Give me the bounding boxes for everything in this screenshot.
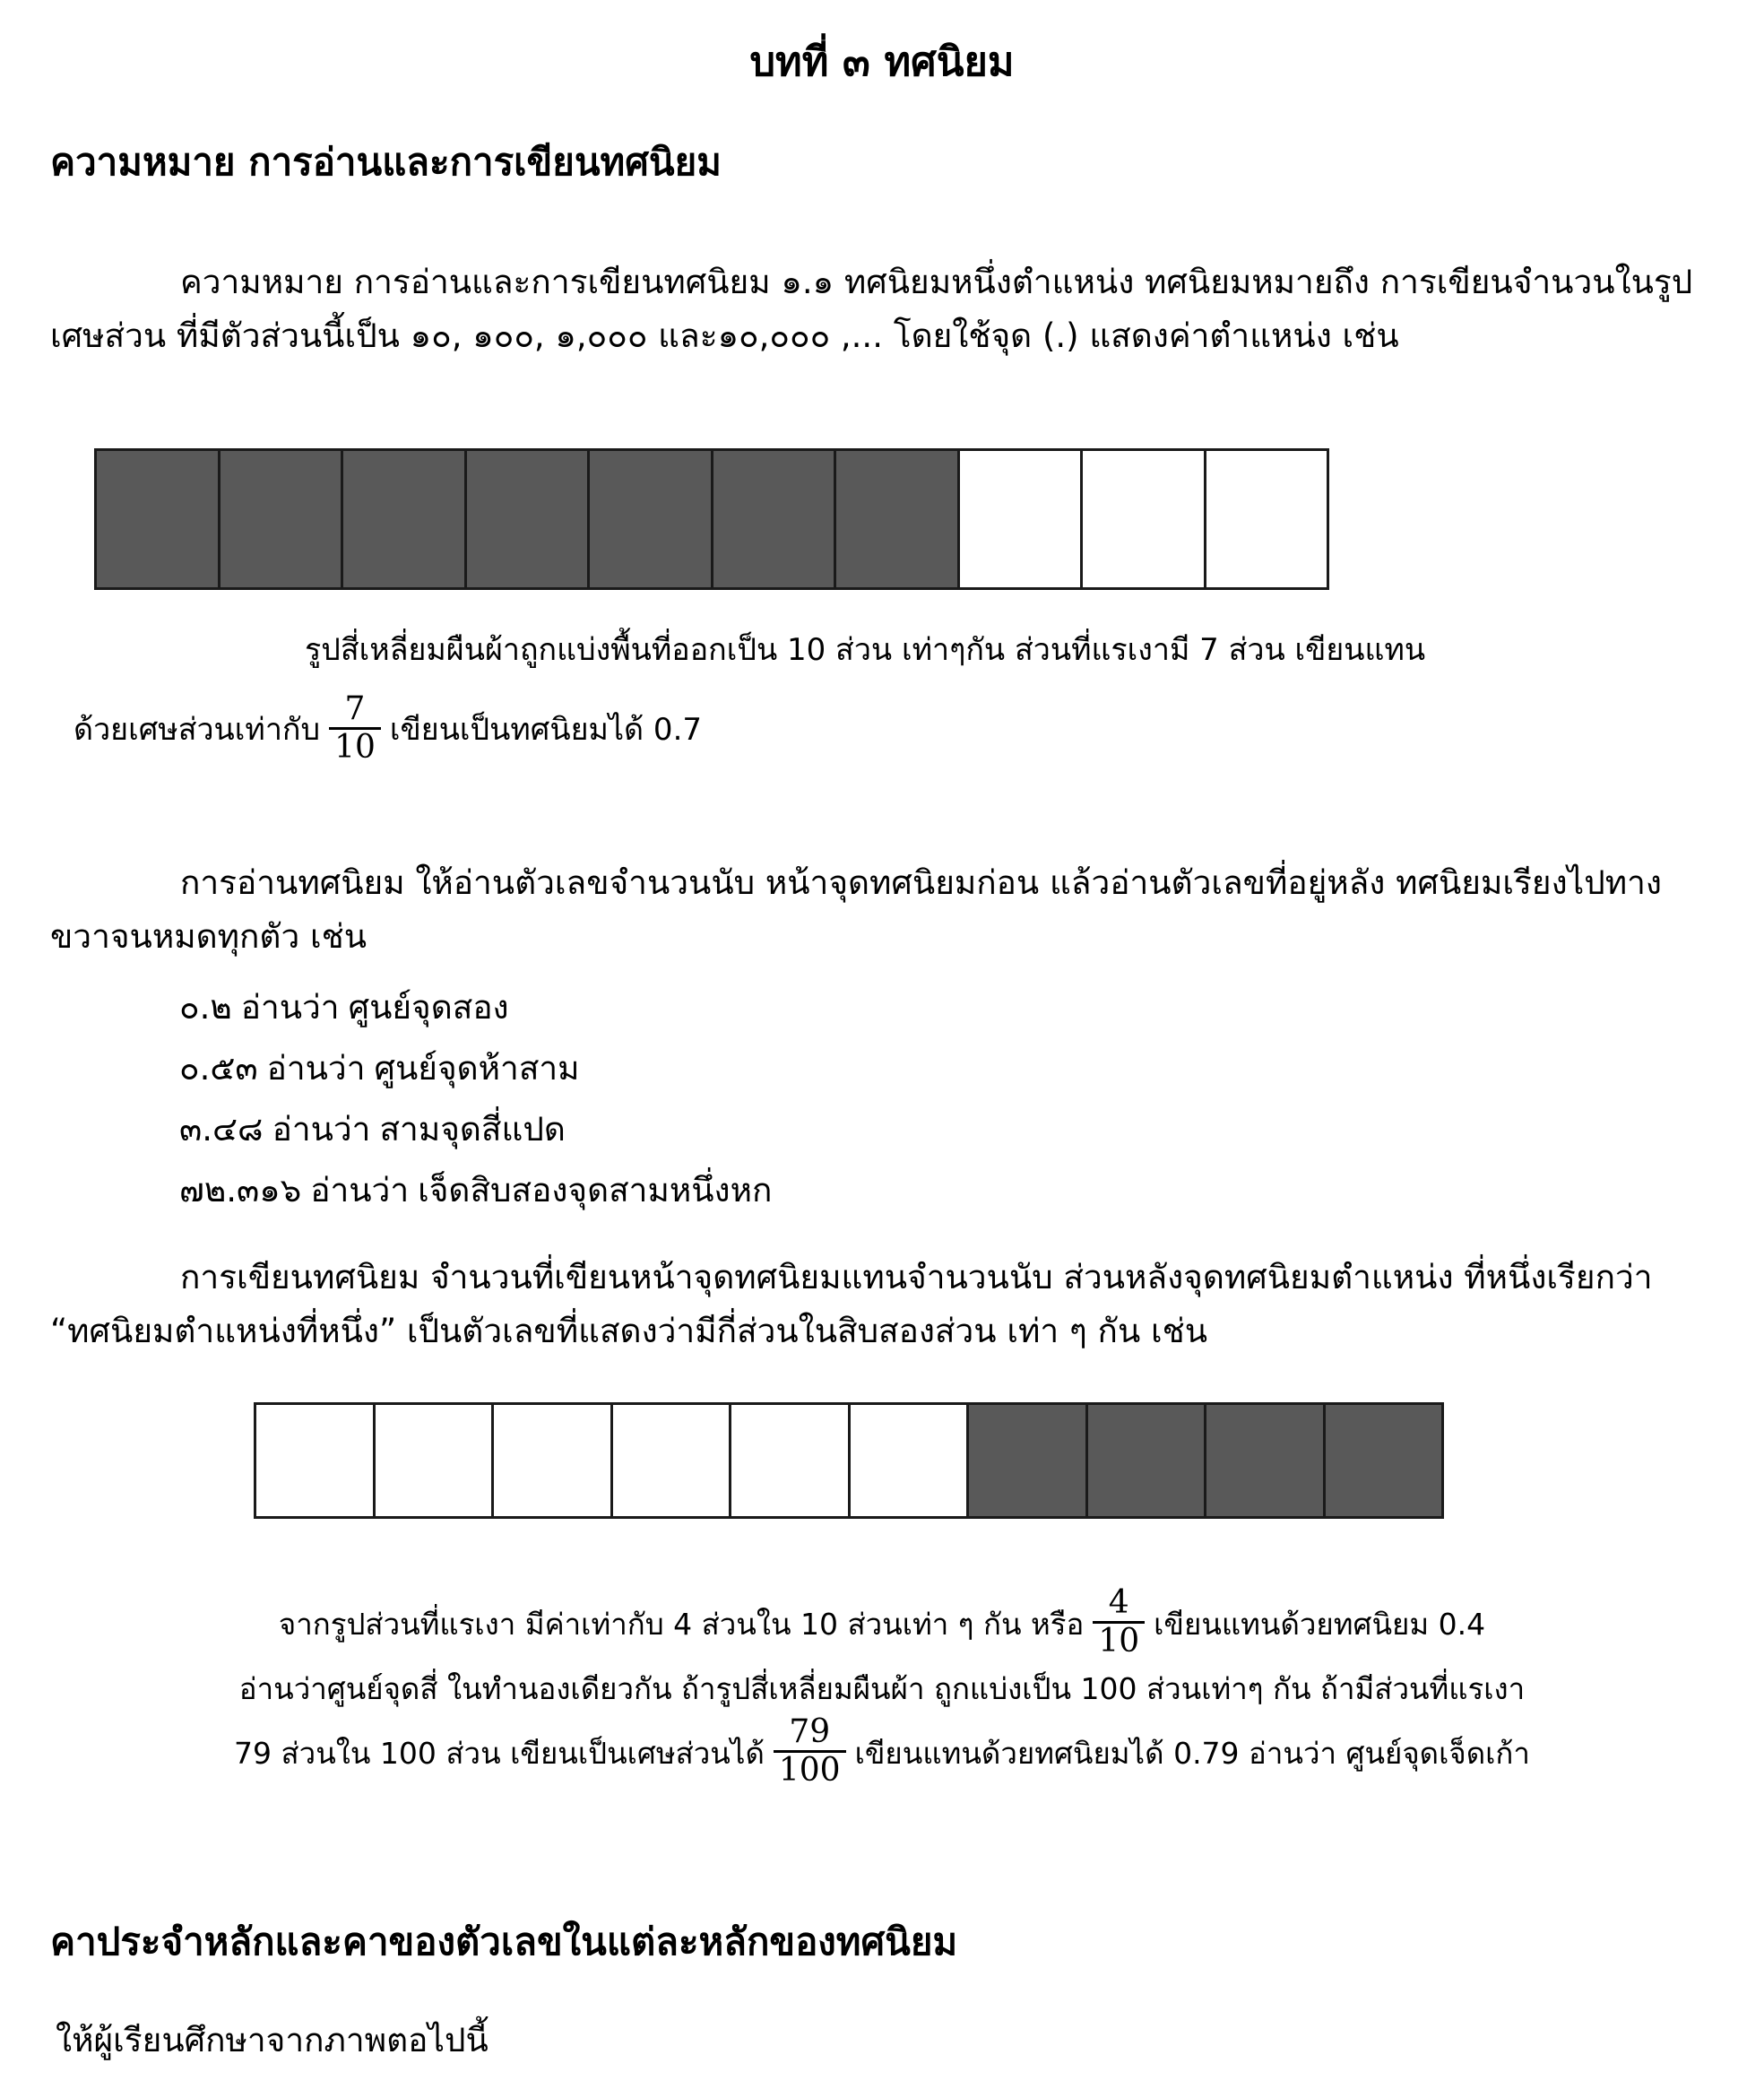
paragraph-intro <box>50 256 1714 363</box>
example-verb: อ่านว่า <box>272 1110 371 1149</box>
grid-cell <box>467 451 591 587</box>
fraction-seven-tenths <box>329 690 381 766</box>
list-item <box>179 1099 772 1160</box>
grid-cell <box>960 451 1084 587</box>
paragraph-intro-text: ความหมาย การอ่านและการเขียนทศนิยม ๑.๑ ทศนิยมหนึ่งตำแหน่ง ทศนิยมหมายถึง การเขียนจำนวนในรูปเศษส่วน ที่มีตัวส่วนนี้เป็น ๑๐, ๑๐๐, ๑,๐๐๐ และ๑๐,๐๐๐ ,... โดยใช้จุด (.) แสดงค่าตำแหน่ง เช่น <box>50 263 1693 355</box>
grid-cell <box>1206 451 1327 587</box>
example-number: ๓.๔๘ <box>179 1110 264 1149</box>
grid-cell <box>1206 1405 1326 1516</box>
example-number: ๐.๒ <box>179 988 232 1027</box>
grid-cell <box>969 1405 1088 1516</box>
example-number: ๗๒.๓๑๖ <box>179 1171 302 1209</box>
example-reading: สามจุดสี่แปด <box>379 1110 566 1149</box>
caption-text-before: ด้วยเศษส่วนเท่ากับ <box>74 712 321 748</box>
explanation-line-1 <box>0 1583 1764 1660</box>
explanation-text-after: เขียนแทนด้วยทศนิยม 0.4 <box>1154 1606 1486 1642</box>
paragraph-writing <box>50 1251 1714 1358</box>
grid-cell <box>494 1405 613 1516</box>
figure-rectangle-seven-tenths <box>94 448 1329 590</box>
section-heading-place-value: คาประจำหลักและคาของตัวเลขในแต่ละหลักของทศนิยม <box>50 1920 958 1964</box>
grid-cell <box>376 1405 495 1516</box>
caption-text-after: เขียนเป็นทศนิยมได้ 0.7 <box>389 712 703 748</box>
fraction-numerator: 7 <box>344 690 366 727</box>
grid-cell <box>1326 1405 1442 1516</box>
explanation-text-before: 79 ส่วนใน 100 ส่วน เขียนเป็นเศษส่วนได้ <box>234 1735 765 1771</box>
fraction-numerator: 4 <box>1108 1583 1129 1621</box>
figure-two-explanation <box>0 1583 1764 1789</box>
example-verb: อ่านว่า <box>310 1171 410 1209</box>
paragraph-reading-text: การอ่านทศนิยม ให้อ่านตัวเลขจำนวนนับ หน้าจุดทศนิยมก่อน แล้วอ่านตัวเลขที่อยู่หลัง ทศนิยมเรียงไปทางขวาจนหมดทุกตัว เช่น <box>50 863 1662 956</box>
explanation-text-before: จากรูปส่วนที่แรเงา มีค่าเท่ากับ 4 ส่วนใน 10 ส่วนเท่า ๆ กัน หรือ <box>278 1606 1085 1642</box>
example-verb: อ่านว่า <box>266 1049 366 1088</box>
closing-instruction: ให้ผู้เรียนศึกษาจากภาพตอไปนี้ <box>56 2021 489 2059</box>
explanation-line-3 <box>0 1712 1764 1789</box>
explanation-line-2 <box>0 1656 1764 1721</box>
fraction-four-tenths <box>1093 1583 1145 1660</box>
grid-cell <box>836 451 960 587</box>
grid-cell <box>1088 1405 1207 1516</box>
grid-cell <box>256 1405 376 1516</box>
fraction-denominator: 100 <box>778 1751 841 1789</box>
fraction-numerator: 79 <box>789 1712 831 1750</box>
grid-cell <box>851 1405 970 1516</box>
grid-cell <box>343 451 467 587</box>
section-heading-meaning: ความหมาย การอ่านและการเขียนทศนิยม <box>50 140 722 184</box>
grid-cell <box>1083 451 1206 587</box>
grid-cell <box>731 1405 851 1516</box>
example-reading: ศูนย์จุดสอง <box>348 988 509 1027</box>
example-reading: ศูนย์จุดห้าสาม <box>374 1049 580 1088</box>
fraction-denominator: 10 <box>334 729 376 766</box>
list-item <box>179 1160 772 1221</box>
grid-cell <box>220 451 344 587</box>
explanation-line-2-text: อ่านว่าศูนย์จุดสี่ ในทำนองเดียวกัน ถ้ารูปสี่เหลี่ยมผืนผ้า ถูกแบ่งเป็น 100 ส่วนเท่าๆ กัน ถ้ามีส่วนที่แรเงา <box>238 1670 1526 1706</box>
example-verb: อ่านว่า <box>240 988 340 1027</box>
figure-rectangle-four-tenths <box>254 1402 1444 1519</box>
list-item <box>179 977 772 1038</box>
paragraph-reading <box>50 856 1714 964</box>
page-title: บทที่ ๓ ทศนิยม <box>749 38 1015 85</box>
list-item <box>179 1038 772 1099</box>
grid-cell <box>713 451 837 587</box>
example-reading: เจ็ดสิบสองจุดสามหนึ่งหก <box>418 1171 773 1209</box>
figure-one-caption-line1: รูปสี่เหลี่ยมผืนผ้าถูกแบ่งพื้นที่ออกเป็น 10 ส่วน เท่าๆกัน ส่วนที่แรเงามี 7 ส่วน เขียนแทน <box>305 632 1426 668</box>
figure-one-caption-line2 <box>74 690 703 766</box>
paragraph-writing-text: การเขียนทศนิยม จำนวนที่เขียนหน้าจุดทศนิยมแทนจำนวนนับ ส่วนหลังจุดทศนิยมตำแหน่ง ที่หนึ่งเรียกว่า “ทศนิยมตำแหน่งที่หนึ่ง” เป็นตัวเลขที่แสดงว่ามีกี่ส่วนในสิบสองส่วน เท่า ๆ กัน เช่น <box>50 1258 1653 1350</box>
fraction-denominator: 10 <box>1098 1622 1140 1660</box>
explanation-text-after: เขียนแทนด้วยทศนิยมได้ 0.79 อ่านว่า ศูนย์จุดเจ็ดเก้า <box>854 1735 1530 1771</box>
grid-cell <box>613 1405 732 1516</box>
grid-cell <box>590 451 713 587</box>
fraction-seventy-nine-hundredths <box>774 1712 846 1789</box>
example-number: ๐.๕๓ <box>179 1049 258 1088</box>
grid-cell <box>97 451 220 587</box>
examples-list <box>179 977 772 1221</box>
